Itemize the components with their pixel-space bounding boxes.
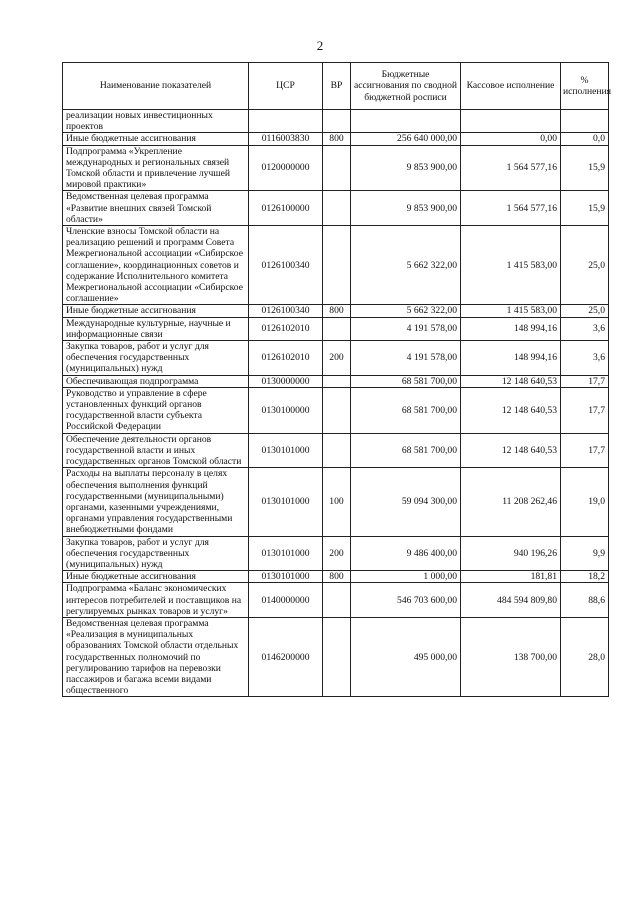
cell-vr [323, 433, 351, 468]
cell-vr: 800 [323, 305, 351, 317]
cell-budget: 5 662 322,00 [351, 305, 461, 317]
cell-percent: 15,9 [561, 191, 609, 226]
cell-percent: 15,9 [561, 145, 609, 191]
cell-vr: 200 [323, 536, 351, 571]
cell-vr: 100 [323, 468, 351, 536]
table-row [63, 341, 609, 376]
cell-cash: 1 415 583,00 [461, 305, 561, 317]
cell-percent: 3,6 [561, 341, 609, 376]
cell-budget [351, 110, 461, 133]
cell-percent: 17,7 [561, 433, 609, 468]
cell-name: Закупка товаров, работ и услуг для обеспечения государственных (муниципальных) нужд [63, 341, 249, 376]
cell-vr [323, 226, 351, 305]
cell-csr: 0126100340 [249, 305, 323, 317]
cell-name: Закупка товаров, работ и услуг для обеспечения государственных (муниципальных) нужд [63, 536, 249, 571]
cell-percent: 88,6 [561, 583, 609, 618]
cell-budget: 495 000,00 [351, 617, 461, 696]
cell-percent: 25,0 [561, 226, 609, 305]
cell-cash: 484 594 809,80 [461, 583, 561, 618]
cell-percent: 19,0 [561, 468, 609, 536]
cell-vr [323, 145, 351, 191]
cell-cash: 138 700,00 [461, 617, 561, 696]
cell-percent: 9,9 [561, 536, 609, 571]
cell-name: Подпрограмма «Укрепление международных и региональных связей Томской области и привлечение лучшей мировой практики» [63, 145, 249, 191]
cell-vr [323, 583, 351, 618]
header-percent: % исполнения [561, 63, 609, 110]
cell-csr: 0130101000 [249, 536, 323, 571]
cell-csr: 0126102010 [249, 317, 323, 340]
cell-csr: 0126102010 [249, 341, 323, 376]
cell-percent: 18,2 [561, 571, 609, 583]
cell-budget: 9 853 900,00 [351, 191, 461, 226]
cell-cash: 1 564 577,16 [461, 145, 561, 191]
table-row [63, 571, 609, 583]
cell-budget: 59 094 300,00 [351, 468, 461, 536]
cell-name: Иные бюджетные ассигнования [63, 571, 249, 583]
cell-percent: 17,7 [561, 387, 609, 433]
cell-csr: 0140000000 [249, 583, 323, 618]
cell-name: Иные бюджетные ассигнования [63, 133, 249, 145]
cell-csr: 0126100000 [249, 191, 323, 226]
cell-name: Ведомственная целевая программа «Развитие внешних связей Томской области» [63, 191, 249, 226]
cell-budget: 68 581 700,00 [351, 433, 461, 468]
table-row [63, 433, 609, 468]
cell-cash: 940 196,26 [461, 536, 561, 571]
cell-name: Международные культурные, научные и информационные связи [63, 317, 249, 340]
table-row [63, 375, 609, 387]
cell-cash: 148 994,16 [461, 317, 561, 340]
table-row [63, 317, 609, 340]
table-row [63, 387, 609, 433]
cell-vr [323, 617, 351, 696]
cell-budget: 4 191 578,00 [351, 317, 461, 340]
header-name: Наименование показателей [63, 63, 249, 110]
table-row [63, 583, 609, 618]
cell-name: Членские взносы Томской области на реализацию решений и программ Совета Межрегиональной ассоциации «Сибирское соглашение», координационных советов и содержание Исполнительного комитета Межрегиональной ассоциации «Сибирское соглашение» [63, 226, 249, 305]
cell-cash: 1 564 577,16 [461, 191, 561, 226]
cell-cash: 12 148 640,53 [461, 433, 561, 468]
cell-cash: 12 148 640,53 [461, 375, 561, 387]
cell-budget: 546 703 600,00 [351, 583, 461, 618]
cell-name: Расходы на выплаты персоналу в целях обеспечения выполнения функций государственными (муниципальными) органами, казенными учреждениями, органами управления государственными внебюджетными фондами [63, 468, 249, 536]
cell-csr: 0120000000 [249, 145, 323, 191]
table-row [63, 110, 609, 133]
cell-cash: 181,81 [461, 571, 561, 583]
cell-cash: 148 994,16 [461, 341, 561, 376]
cell-percent [561, 110, 609, 133]
cell-name: Иные бюджетные ассигнования [63, 305, 249, 317]
table-row [63, 617, 609, 696]
cell-csr: 0130101000 [249, 571, 323, 583]
table-body [63, 110, 609, 697]
cell-budget: 256 640 000,00 [351, 133, 461, 145]
cell-vr [323, 375, 351, 387]
header-vr: ВР [323, 63, 351, 110]
cell-csr: 0146200000 [249, 617, 323, 696]
cell-cash [461, 110, 561, 133]
cell-name: Подпрограмма «Баланс экономических интересов потребителей и поставщиков на регулируемых рынках товаров и услуг» [63, 583, 249, 618]
cell-csr: 0126100340 [249, 226, 323, 305]
table-row [63, 145, 609, 191]
cell-percent: 25,0 [561, 305, 609, 317]
cell-csr: 0130100000 [249, 387, 323, 433]
cell-budget: 5 662 322,00 [351, 226, 461, 305]
cell-cash: 1 415 583,00 [461, 226, 561, 305]
cell-budget: 68 581 700,00 [351, 375, 461, 387]
cell-csr: 0130101000 [249, 433, 323, 468]
cell-csr [249, 110, 323, 133]
cell-csr: 0130101000 [249, 468, 323, 536]
cell-cash: 12 148 640,53 [461, 387, 561, 433]
cell-percent: 17,7 [561, 375, 609, 387]
table-row [63, 468, 609, 536]
cell-budget: 4 191 578,00 [351, 341, 461, 376]
budget-table [62, 62, 612, 697]
table-row [63, 536, 609, 571]
table-row [63, 191, 609, 226]
cell-vr [323, 387, 351, 433]
cell-name: Обеспечение деятельности органов государственной власти и иных государственных органов Томской области [63, 433, 249, 468]
cell-name: Обеспечивающая подпрограмма [63, 375, 249, 387]
cell-budget: 68 581 700,00 [351, 387, 461, 433]
cell-percent: 3,6 [561, 317, 609, 340]
cell-vr: 800 [323, 133, 351, 145]
cell-percent: 28,0 [561, 617, 609, 696]
table-header-row [63, 63, 609, 110]
cell-vr [323, 110, 351, 133]
cell-budget: 1 000,00 [351, 571, 461, 583]
cell-vr [323, 191, 351, 226]
page-number: 2 [316, 38, 324, 53]
cell-name: Ведомственная целевая программа «Реализация в муниципальных образованиях Томской области отдельных государственных полномочий по регулированию тарифов на перевозки пассажиров и багажа всеми видами общественного [63, 617, 249, 696]
cell-vr: 800 [323, 571, 351, 583]
cell-budget: 9 853 900,00 [351, 145, 461, 191]
table-row [63, 226, 609, 305]
table-row [63, 133, 609, 145]
header-csr: ЦСР [249, 63, 323, 110]
cell-budget: 9 486 400,00 [351, 536, 461, 571]
header-cash: Кассовое исполнение [461, 63, 561, 110]
cell-csr: 0130000000 [249, 375, 323, 387]
cell-cash: 0,00 [461, 133, 561, 145]
cell-name: реализации новых инвестиционных проектов [63, 110, 249, 133]
cell-cash: 11 208 262,46 [461, 468, 561, 536]
cell-percent: 0,0 [561, 133, 609, 145]
header-budget: Бюджетные ассигнования по сводной бюджетной росписи [351, 63, 461, 110]
cell-csr: 0116003830 [249, 133, 323, 145]
cell-vr [323, 317, 351, 340]
table-row [63, 305, 609, 317]
cell-name: Руководство и управление в сфере установленных функций органов государственной власти субъекта Российской Федерации [63, 387, 249, 433]
cell-vr: 200 [323, 341, 351, 376]
